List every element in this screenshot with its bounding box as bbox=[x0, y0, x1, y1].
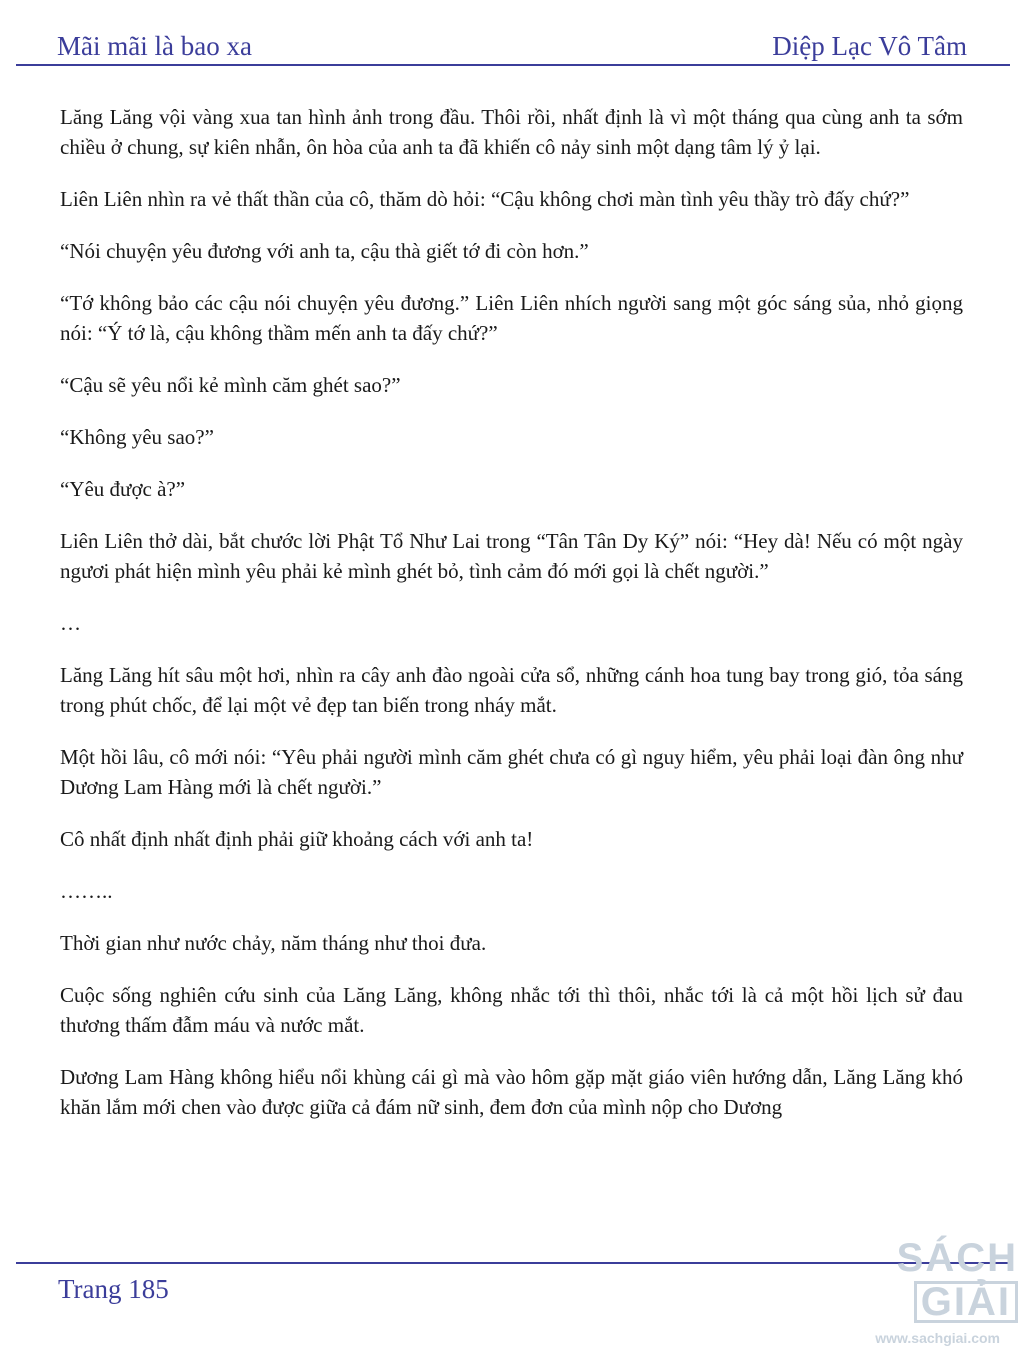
author-name: Diệp Lạc Vô Tâm bbox=[772, 31, 967, 61]
paragraph: Cuộc sống nghiên cứu sinh của Lăng Lăng, không nhắc tới thì thôi, nhắc tới là cả một hồi lịch sử đau thương thấm đẫm máu và nước mắt. bbox=[60, 983, 963, 1037]
paragraph: Dương Lam Hàng không hiểu nổi khùng cái gì mà vào hôm gặp mặt giáo viên hướng dẫn, Lăng Lăng khó khăn lắm mới chen vào được giữa cả đám nữ sinh, đem đơn của mình nộp cho Dương bbox=[60, 1065, 963, 1119]
header-divider bbox=[16, 64, 1010, 66]
book-title: Mãi mãi là bao xa bbox=[57, 31, 252, 61]
paragraph: … bbox=[60, 611, 81, 635]
watermark-url: www.sachgiai.com bbox=[875, 1330, 1000, 1346]
page-body bbox=[60, 102, 963, 1144]
paragraph: Thời gian như nước chảy, năm tháng như thoi đưa. bbox=[60, 931, 487, 955]
watermark-logo-text: SÁCH bbox=[896, 1236, 1018, 1280]
page-header bbox=[57, 26, 967, 62]
paragraph: “Cậu sẽ yêu nổi kẻ mình căm ghét sao?” bbox=[60, 373, 401, 397]
paragraph: “Nói chuyện yêu đương với anh ta, cậu thà giết tớ đi còn hơn.” bbox=[60, 239, 589, 263]
paragraph: …….. bbox=[60, 879, 113, 903]
paragraph: Liên Liên thở dài, bắt chước lời Phật Tổ Như Lai trong “Tân Tân Dy Ký” nói: “Hey dà! Nếu có một ngày ngươi phát hiện mình yêu phải kẻ mình ghét bỏ, tình cảm đó mới gọi là chết người.” bbox=[60, 529, 963, 583]
paragraph: Lăng Lăng hít sâu một hơi, nhìn ra cây anh đào ngoài cửa sổ, những cánh hoa tung bay trong gió, tỏa sáng trong phút chốc, để lại một vẻ đẹp tan biến trong nháy mắt. bbox=[60, 663, 963, 717]
watermark bbox=[818, 1228, 1018, 1346]
paragraph: Cô nhất định nhất định phải giữ khoảng cách với anh ta! bbox=[60, 827, 534, 851]
paragraph: “Không yêu sao?” bbox=[60, 425, 214, 449]
watermark-logo-box: GIẢI bbox=[914, 1281, 1018, 1323]
paragraph: Liên Liên nhìn ra vẻ thất thần của cô, thăm dò hỏi: “Cậu không chơi màn tình yêu thầy trò đấy chứ?” bbox=[60, 187, 910, 211]
watermark-logo bbox=[818, 1236, 1018, 1324]
paragraph: Lăng Lăng vội vàng xua tan hình ảnh trong đầu. Thôi rồi, nhất định là vì một tháng qua cùng anh ta sớm chiều ở chung, sự kiên nhẫn, ôn hòa của anh ta đã khiến cô nảy sinh một dạng tâm lý ỷ lại. bbox=[60, 105, 963, 159]
page-number: Trang 185 bbox=[58, 1274, 169, 1304]
paragraph: Một hồi lâu, cô mới nói: “Yêu phải người mình căm ghét chưa có gì nguy hiểm, yêu phải loại đàn ông như Dương Lam Hàng mới là chết người.” bbox=[60, 745, 963, 799]
paragraph: “Tớ không bảo các cậu nói chuyện yêu đương.” Liên Liên nhích người sang một góc sáng sủa, nhỏ giọng nói: “Ý tớ là, cậu không thầm mến anh ta đấy chứ?” bbox=[60, 291, 963, 345]
paragraph: “Yêu được à?” bbox=[60, 477, 186, 501]
